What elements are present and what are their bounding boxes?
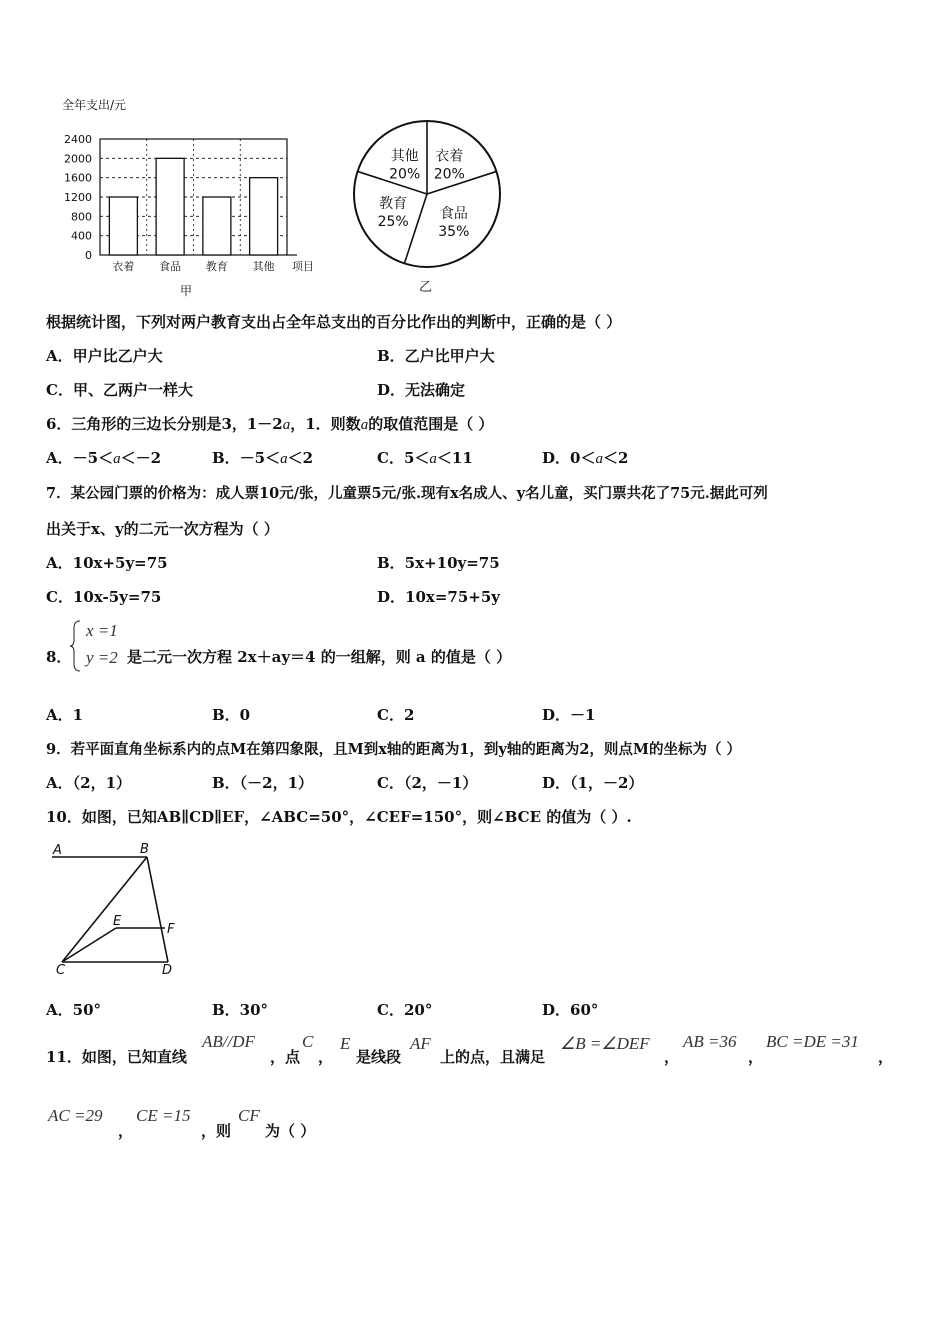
pie-slice-label: 食品	[439, 205, 468, 222]
point-label-a: A	[53, 843, 62, 858]
q6-stem-part: 的取值范围是（ ）	[368, 415, 494, 433]
q7-option-b[interactable]: B．5x+10y=75	[377, 554, 500, 572]
pie-slice-label: 其他	[390, 148, 419, 165]
bar-chart-ytick-label: 0	[85, 249, 92, 262]
q6-option-b-post: ＜2	[287, 449, 314, 467]
point-label-e: E	[113, 914, 122, 929]
q11-text-4: 是线段	[356, 1048, 402, 1066]
q8-option-d[interactable]: D．－1	[542, 706, 596, 724]
bar-chart-caption: 甲	[180, 284, 193, 298]
point-label-c: C	[56, 963, 66, 978]
q11-math-ac-29: AC =29	[48, 1106, 103, 1125]
q8-option-a[interactable]: A．1	[46, 706, 84, 724]
q8-option-c[interactable]: C．2	[377, 706, 415, 724]
pie-slice-value: 25%	[377, 214, 409, 231]
q6-option-d-post: ＜2	[602, 449, 629, 467]
bar-3	[250, 178, 278, 255]
segment-bd	[147, 857, 168, 962]
q6-option-a-pre: A．－5＜	[46, 449, 114, 467]
q8-number: 8．	[46, 648, 72, 666]
q10-option-d[interactable]: D．60°	[542, 1001, 599, 1019]
q7-option-a[interactable]: A．10x+5y=75	[46, 554, 168, 572]
segment-ce	[62, 928, 116, 962]
q11-math-ab-parallel-df: AB//DF	[202, 1032, 255, 1051]
q11-text-7: ，	[748, 1048, 764, 1066]
q6-option-a-var: a	[113, 451, 121, 467]
point-label-b: B	[140, 842, 149, 857]
q7-stem-line2: 出关于x、y的二元一次方程为（ ）	[46, 520, 279, 538]
q6-option-b[interactable]	[212, 447, 313, 468]
q7-option-d[interactable]: D．10x=75+5y	[377, 588, 500, 606]
q10-stem: 10．如图，已知AB∥CD∥EF，∠ABC=50°，∠CEF=150°，则∠BCE 的值为（ ）.	[46, 808, 632, 826]
bar-chart-ytick-label: 2000	[64, 152, 92, 166]
q10-geometry-figure	[46, 838, 196, 978]
q11-text-9: ，	[118, 1122, 134, 1140]
bar-chart-ytick-label: 2400	[64, 133, 92, 146]
q9-option-a[interactable]: A．（2，1）	[46, 774, 132, 792]
bar-chart-ytick-label: 1200	[64, 191, 92, 204]
q5-option-c[interactable]: C．甲、乙两户一样大	[46, 381, 193, 399]
pie-chart	[340, 112, 520, 297]
q6-option-c-post: ＜11	[436, 449, 473, 467]
bar-chart-ytick-label: 800	[71, 210, 92, 224]
q9-stem: 9．若平面直角坐标系内的点M在第四象限，且M到x轴的距离为1，到y轴的距离为2，则点M的坐标为（ ）	[46, 741, 742, 758]
segment-bc	[62, 857, 147, 962]
q5-option-d[interactable]: D．无法确定	[377, 381, 466, 399]
q11-math-bc-de-31: BC =DE =31	[766, 1032, 859, 1051]
bar-1	[156, 158, 184, 255]
q11-text-6: ，	[664, 1048, 680, 1066]
bar-chart	[40, 92, 340, 302]
q6-option-a-post: ＜－2	[120, 449, 162, 467]
pie-slice-label: 教育	[379, 196, 408, 213]
point-label-f: F	[167, 922, 175, 937]
q9-option-d[interactable]: D．（1，－2）	[542, 774, 644, 792]
q11-math-ab-36: AB =36	[683, 1032, 737, 1051]
q6-option-a[interactable]	[46, 447, 161, 468]
bar-chart-xtick-label: 教育	[205, 260, 228, 273]
q7-stem-line1: 7．某公园门票的价格为：成人票10元/张，儿童票5元/张.现有x名成人、y名儿童，买门票共花了75元.据此可列	[46, 485, 768, 502]
pie-slice-value: 20%	[389, 166, 421, 183]
q5-stem: 根据统计图，下列对两户教育支出占全年总支出的百分比作出的判断中，正确的是（ ）	[46, 313, 622, 331]
q6-option-b-var: a	[280, 451, 288, 467]
bar-chart-xtick-label: 其他	[252, 260, 275, 273]
q11-math-angle-condition: ∠B =∠DEF	[560, 1034, 650, 1053]
q11-math-ce-15: CE =15	[136, 1106, 191, 1125]
q11-text-2: ，点	[270, 1048, 301, 1066]
q6-option-b-pre: B．－5＜	[212, 449, 281, 467]
q8-system-eq2: y =2	[86, 648, 118, 667]
pie-slice-value: 20%	[433, 166, 465, 183]
q7-option-c[interactable]: C．10x-5y=75	[46, 588, 162, 606]
q10-option-b[interactable]: B．30°	[212, 1001, 269, 1019]
q11-math-c: C	[302, 1032, 314, 1051]
q6-variable: a	[360, 417, 369, 433]
q6-option-c-pre: C．5＜	[377, 449, 430, 467]
q9-option-b[interactable]: B．（－2，1）	[212, 774, 314, 792]
q10-option-c[interactable]: C．20°	[377, 1001, 433, 1019]
pie-chart-caption: 乙	[419, 280, 433, 295]
q6-option-d-var: a	[595, 451, 603, 467]
q11-math-e: E	[340, 1034, 351, 1053]
bar-chart-xtick-label: 衣着	[112, 260, 135, 273]
q11-text-1: 11．如图，已知直线	[46, 1048, 187, 1066]
q11-text-11: 为（ ）	[265, 1122, 316, 1140]
bar-chart-ytick-label: 400	[71, 229, 92, 243]
q6-stem	[46, 413, 493, 434]
q11-text-8: ，	[878, 1048, 894, 1066]
q8-stem: 是二元一次方程 2x＋ay＝4 的一组解，则 a 的值是（ ）	[127, 648, 512, 666]
pie-slice-label: 衣着	[435, 148, 464, 165]
q11-math-af: AF	[410, 1034, 431, 1053]
q6-variable: a	[282, 417, 291, 433]
pie-slice-value: 35%	[438, 223, 470, 240]
q6-option-d-pre: D．0＜	[542, 449, 596, 467]
bar-2	[203, 197, 231, 255]
q5-option-a[interactable]: A．甲户比乙户大	[46, 347, 163, 365]
q6-stem-part: ，1．则数	[290, 415, 361, 433]
bar-chart-xlabel: 项目	[292, 260, 314, 273]
q5-option-b[interactable]: B．乙户比甲户大	[377, 347, 495, 365]
q11-math-cf: CF	[238, 1106, 260, 1125]
q8-option-b[interactable]: B．0	[212, 706, 251, 724]
q10-option-a[interactable]: A．50°	[46, 1001, 102, 1019]
q8-brace	[70, 620, 82, 672]
q6-option-d[interactable]	[542, 447, 628, 468]
q8-system-eq1: x =1	[86, 621, 118, 640]
q11-text-3: ，	[318, 1048, 334, 1066]
q6-option-c-var: a	[429, 451, 437, 467]
q6-option-c[interactable]	[377, 447, 473, 468]
q6-stem-part: 6．三角形的三边长分别是3，1－2	[46, 415, 283, 433]
bar-chart-ytick-label: 1600	[64, 171, 92, 185]
q11-text-5: 上的点，且满足	[440, 1048, 546, 1066]
q9-option-c[interactable]: C．（2，－1）	[377, 774, 478, 792]
bar-chart-ylabel: 全年支出/元	[62, 98, 127, 112]
bar-0	[109, 197, 137, 255]
point-label-d: D	[162, 963, 173, 978]
q11-text-10: ，则	[201, 1122, 232, 1140]
bar-chart-xtick-label: 食品	[159, 260, 182, 273]
